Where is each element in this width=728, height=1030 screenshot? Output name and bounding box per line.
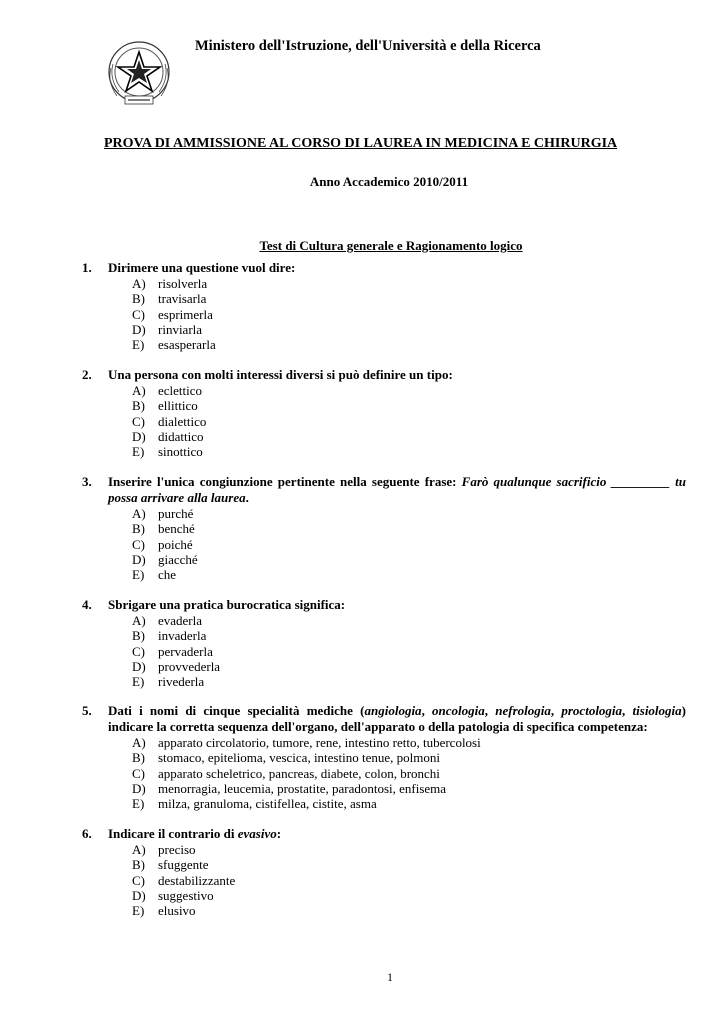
option-letter: B)	[132, 291, 145, 307]
exam-title: PROVA DI AMMISSIONE AL CORSO DI LAUREA IN MEDICINA E CHIRURGIA	[104, 136, 618, 151]
question-number: 5.	[82, 703, 92, 718]
question-5	[82, 703, 686, 811]
question-text	[108, 703, 686, 735]
question-text-italic: Farò qualunque sacrificio _________ tu possa arrivare alla laurea	[108, 474, 687, 505]
option-b	[132, 521, 686, 536]
option-text: sinottico	[158, 444, 203, 460]
question-number: 3.	[82, 474, 92, 489]
option-text: didattico	[158, 428, 204, 444]
italian-republic-emblem-icon	[103, 38, 175, 110]
option-letter: C)	[132, 643, 145, 659]
option-b	[132, 398, 686, 413]
option-letter: A)	[132, 735, 146, 750]
ministry-heading: Ministero dell'Istruzione, dell'Università e della Ricerca	[195, 38, 541, 54]
option-a	[132, 613, 686, 628]
option-b	[132, 291, 686, 306]
question-text-part: :	[276, 826, 282, 841]
option-letter: C)	[132, 413, 145, 429]
option-text: sfuggente	[158, 857, 209, 873]
option-letter: C)	[132, 306, 145, 322]
option-letter: E)	[132, 337, 145, 353]
question-text-part: Inserire l'unica congiunzione pertinente nella seguente frase:	[108, 474, 457, 489]
option-e	[132, 337, 686, 352]
option-text: elusivo	[158, 903, 196, 919]
option-d	[132, 322, 686, 337]
option-d	[132, 552, 686, 567]
option-b	[132, 628, 686, 643]
option-c	[132, 766, 686, 781]
question-number: 2.	[82, 367, 92, 382]
option-c	[132, 307, 686, 322]
question-text-part: .	[245, 490, 249, 505]
question-text: Dirimere una questione vuol dire:	[108, 260, 296, 275]
option-text: apparato scheletrico, pancreas, diabete, colon, bronchi	[158, 765, 440, 781]
question-3	[82, 474, 686, 582]
option-text: travisarla	[158, 291, 207, 307]
question-text-part: ) indicare la corretta sequenza dell'organo, dell'apparato o della patologia di specifica competenza:	[108, 703, 686, 734]
option-letter: D)	[132, 551, 146, 567]
section-title: Test di Cultura generale e Ragionamento logico	[259, 238, 523, 253]
option-letter: B)	[132, 628, 145, 644]
option-letter: C)	[132, 536, 145, 552]
option-b	[132, 750, 686, 765]
option-letter: D)	[132, 321, 146, 337]
option-letter: A)	[132, 506, 146, 521]
option-letter: A)	[132, 276, 146, 291]
question-text-italic: evasivo	[237, 826, 277, 841]
option-e	[132, 567, 686, 582]
question-text	[108, 826, 686, 842]
option-letter: B)	[132, 398, 145, 414]
question-text: Una persona con molti interessi diversi si può definire un tipo:	[108, 367, 453, 382]
options-list	[132, 383, 686, 459]
question-1	[82, 260, 686, 352]
option-letter: D)	[132, 658, 146, 674]
question-text	[108, 474, 686, 506]
option-text: che	[158, 567, 177, 583]
option-letter: B)	[132, 521, 145, 537]
question-number: 4.	[82, 597, 92, 612]
question-number: 1.	[82, 260, 92, 275]
option-text: pervaderla	[158, 643, 213, 659]
specialty-term: tisiologia	[632, 703, 682, 718]
option-a	[132, 735, 686, 750]
option-c	[132, 537, 686, 552]
specialty-term: nefrologia	[495, 703, 551, 718]
option-letter: D)	[132, 428, 146, 444]
option-letter: A)	[132, 613, 146, 628]
option-c	[132, 873, 686, 888]
option-e	[132, 796, 686, 811]
options-list	[132, 506, 686, 582]
option-letter: D)	[132, 887, 146, 903]
option-text: giacché	[158, 551, 198, 567]
option-letter: E)	[132, 796, 145, 812]
option-text: preciso	[158, 842, 196, 857]
option-a	[132, 276, 686, 291]
question-text-part: ,	[550, 703, 562, 718]
option-letter: E)	[132, 567, 145, 583]
option-text: purché	[158, 506, 194, 521]
question-4	[82, 597, 686, 689]
question-text-part: ,	[421, 703, 433, 718]
option-letter: A)	[132, 842, 146, 857]
option-b	[132, 857, 686, 872]
option-a	[132, 506, 686, 521]
question-text-part: Dati i nomi di cinque specialità mediche (	[108, 703, 365, 718]
question-text-part: ,	[484, 703, 496, 718]
option-text: esprimerla	[158, 306, 213, 322]
option-text: provvederla	[158, 658, 221, 674]
question-6	[82, 826, 686, 918]
specialty-term: proctologia	[561, 703, 623, 718]
option-letter: A)	[132, 383, 146, 398]
option-text: invaderla	[158, 628, 207, 644]
option-d	[132, 888, 686, 903]
specialty-term: oncologia	[432, 703, 485, 718]
question-text: Sbrigare una pratica burocratica significa:	[108, 597, 346, 612]
option-text: poiché	[158, 536, 193, 552]
option-letter: C)	[132, 872, 145, 888]
option-e	[132, 903, 686, 918]
question-text-part: Indicare il contrario di	[108, 826, 235, 841]
option-text: ellittico	[158, 398, 198, 414]
option-letter: B)	[132, 750, 145, 766]
option-text: menorragia, leucemia, prostatite, paradontosi, enfisema	[158, 780, 447, 796]
option-a	[132, 842, 686, 857]
option-letter: C)	[132, 765, 145, 781]
option-d	[132, 781, 686, 796]
option-text: suggestivo	[158, 887, 214, 903]
option-text: risolverla	[158, 276, 208, 291]
option-letter: E)	[132, 903, 145, 919]
options-list	[132, 735, 686, 811]
option-text: eclettico	[158, 383, 203, 398]
option-a	[132, 383, 686, 398]
options-list	[132, 613, 686, 689]
option-text: rivederla	[158, 674, 205, 690]
option-letter: E)	[132, 674, 145, 690]
option-text: esasperarla	[158, 337, 216, 353]
page-number: 1	[387, 970, 393, 984]
option-text: apparato circolatorio, tumore, rene, intestino retto, tubercolosi	[158, 735, 481, 750]
option-letter: D)	[132, 780, 146, 796]
options-list	[132, 842, 686, 918]
option-text: evaderla	[158, 613, 203, 628]
option-text: milza, granuloma, cistifellea, cistite, asma	[158, 796, 377, 812]
academic-year: Anno Accademico 2010/2011	[309, 174, 469, 189]
option-letter: E)	[132, 444, 145, 460]
question-text-part: ,	[622, 703, 633, 718]
option-text: benché	[158, 521, 195, 537]
option-d	[132, 429, 686, 444]
options-list	[132, 276, 686, 352]
option-text: dialettico	[158, 413, 207, 429]
question-number: 6.	[82, 826, 92, 841]
option-c	[132, 414, 686, 429]
option-c	[132, 644, 686, 659]
option-e	[132, 674, 686, 689]
option-d	[132, 659, 686, 674]
specialty-term: angiologia	[364, 703, 422, 718]
option-text: rinviarla	[158, 321, 203, 337]
option-letter: B)	[132, 857, 145, 873]
option-e	[132, 444, 686, 459]
option-text: destabilizzante	[158, 872, 236, 888]
option-text: stomaco, epitelioma, vescica, intestino tenue, polmoni	[158, 750, 440, 766]
question-2	[82, 367, 686, 459]
